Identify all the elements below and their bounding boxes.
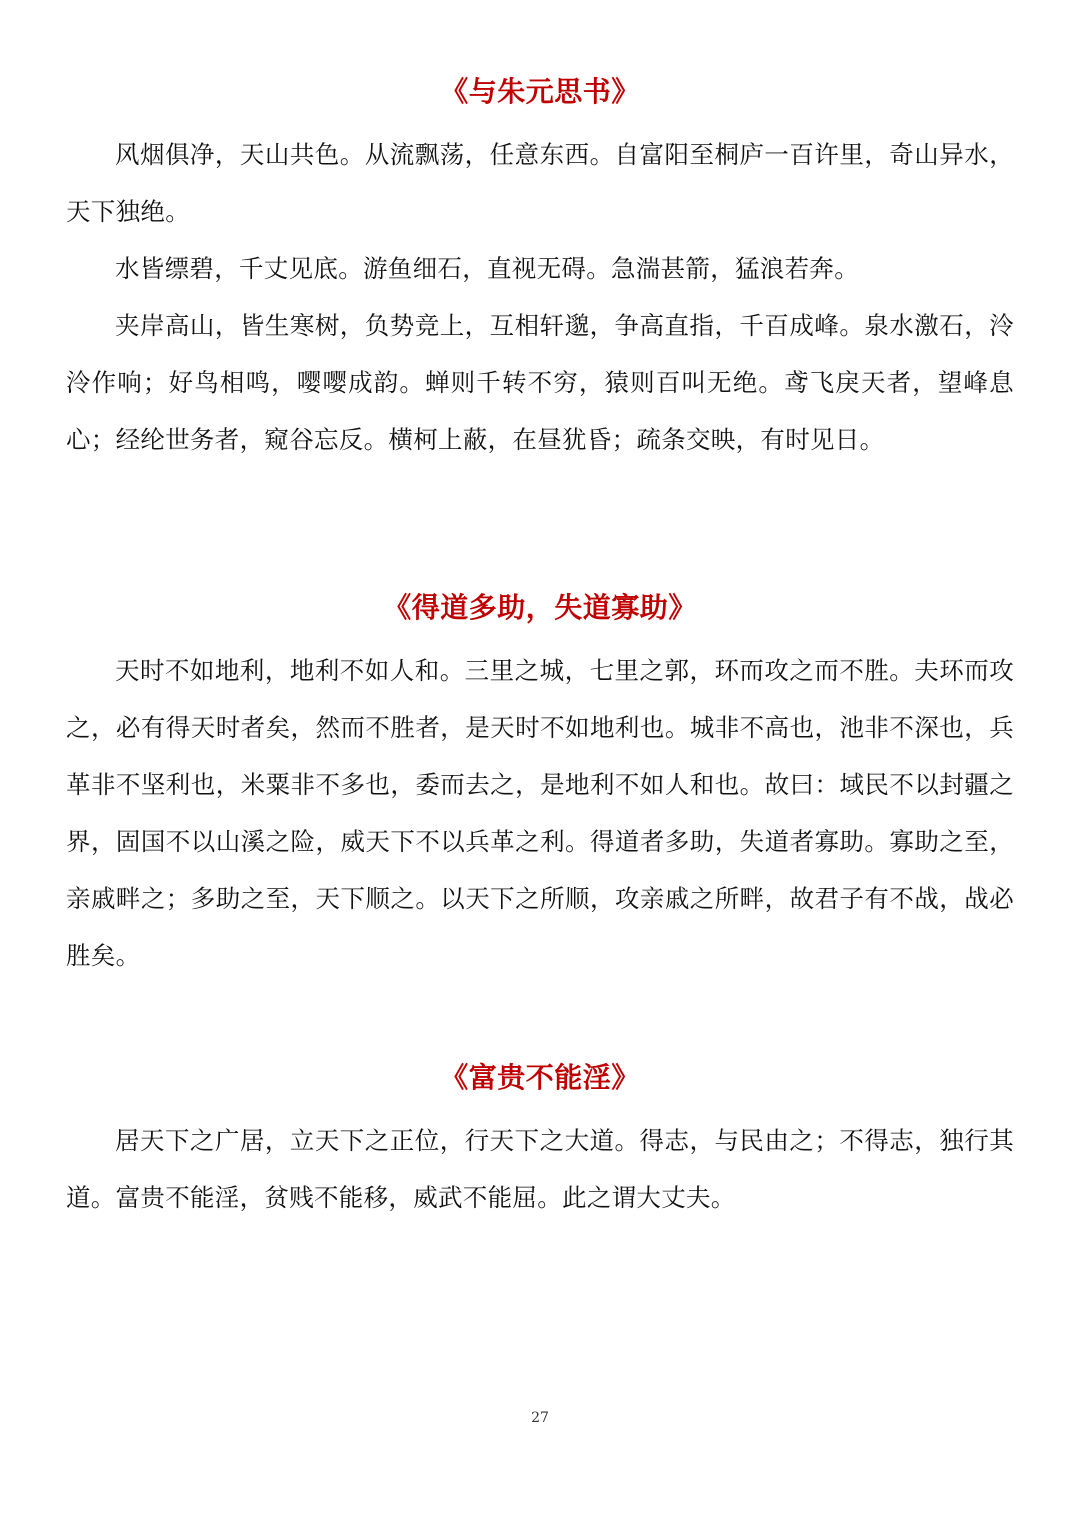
paragraph: 天时不如地利，地利不如人和。三里之城，七里之郭，环而攻之而不胜。夫环而攻之，必有得天时者矣，然而不胜者，是天时不如地利也。城非不高也，池非不深也，兵革非不坚利也，米粟非不多也，委而去之，是地利不如人和也。故曰：域民不以封疆之界，固国不以山溪之险，威天下不以兵革之利。得道者多助，失道者寡助。寡助之至，亲戚畔之；多助之至，天下顺之。以天下之所顺，攻亲戚之所畔，故君子有不战，战必胜矣。 (66, 656, 1014, 970)
section-title: 《富贵不能淫》 (440, 1061, 640, 1094)
paragraph: 水皆缥碧，千丈见底。游鱼细石，直视无碍。急湍甚箭，猛浪若奔。 (115, 254, 859, 283)
section-title: 《得道多助，失道寡助》 (383, 591, 697, 624)
page-number: 27 (531, 1410, 549, 1426)
section-title: 《与朱元思书》 (440, 75, 640, 108)
paragraph: 居天下之广居，立天下之正位，行天下之大道。得志，与民由之；不得志，独行其道。富贵不能淫，贫贱不能移，威武不能屈。此之谓大丈夫。 (66, 1126, 1014, 1212)
section-fu-gui-bu-neng-yin (66, 1058, 1014, 1226)
section-yu-zhu-yuan-si-shu (66, 72, 1014, 468)
section-de-dao-duo-zhu (66, 588, 1014, 984)
paragraph: 夹岸高山，皆生寒树，负势竞上，互相轩邈，争高直指，千百成峰。泉水激石，泠泠作响；好鸟相鸣，嘤嘤成韵。蝉则千转不穷，猿则百叫无绝。鸢飞戾天者，望峰息心；经纶世务者，窥谷忘反。横柯上蔽，在昼犹昏；疏条交映，有时见日。 (66, 311, 1014, 454)
paragraph: 风烟俱净，天山共色。从流飘荡，任意东西。自富阳至桐庐一百许里，奇山异水，天下独绝。 (66, 140, 1014, 226)
